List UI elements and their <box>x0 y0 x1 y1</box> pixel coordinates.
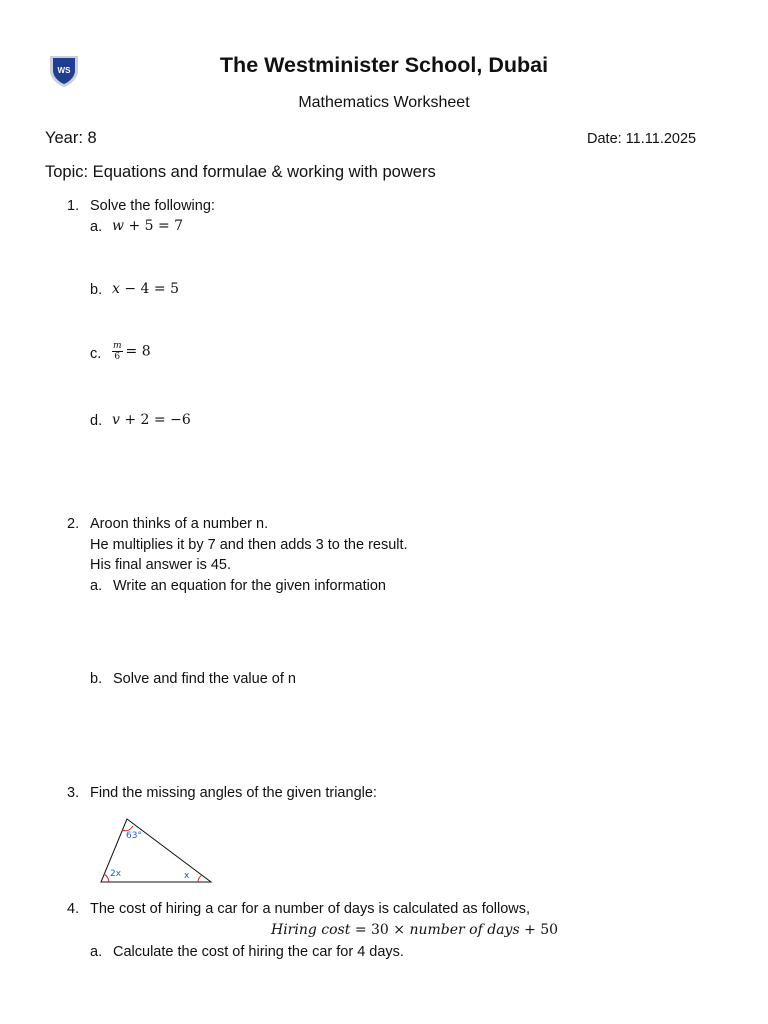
q1a-label: a. <box>90 219 103 235</box>
question-1-number: 1. <box>67 198 80 214</box>
question-1-text: Solve the following: <box>90 198 215 214</box>
q1a-equation: w + 5 = 7 <box>112 218 184 234</box>
question-2-line-2: He multiplies it by 7 and then adds 3 to the result. <box>90 537 408 553</box>
q1b-label: b. <box>90 282 103 298</box>
topic-label: Topic: Equations and formulae & working with powers <box>45 163 436 181</box>
year-label: Year: 8 <box>45 129 97 147</box>
q2b-label: b. <box>90 671 103 687</box>
left-angle-arc <box>104 874 109 882</box>
q2a-text: Write an equation for the given information <box>113 578 386 594</box>
q4a-text: Calculate the cost of hiring the car for 4 days. <box>113 944 404 960</box>
worksheet-subtitle: Mathematics Worksheet <box>298 94 470 111</box>
q1c-label: c. <box>90 346 102 362</box>
right-angle-arc <box>198 875 202 882</box>
q2b-text: Solve and find the value of n <box>113 671 296 687</box>
question-4-number: 4. <box>67 901 80 917</box>
q4-formula: Hiring cost = 30 × number of days + 50 <box>271 922 559 938</box>
question-2-line-3: His final answer is 45. <box>90 557 232 573</box>
question-3-number: 3. <box>67 785 80 801</box>
triangle-diagram <box>96 816 216 886</box>
q2a-label: a. <box>90 578 103 594</box>
question-2-line-1: Aroon thinks of a number n. <box>90 516 269 532</box>
angle-label-left: 2x <box>110 869 122 879</box>
question-3-text: Find the missing angles of the given triangle: <box>90 785 377 801</box>
question-4-text: The cost of hiring a car for a number of days is calculated as follows, <box>90 901 531 917</box>
angle-label-right: x <box>184 871 190 881</box>
q1c-equation: $\frac{m}{6}$ = 8 <box>113 341 151 362</box>
q1d-equation: v + 2 = −6 <box>112 412 191 428</box>
logo-text: WS <box>57 66 71 75</box>
angle-label-top: 63° <box>126 831 142 841</box>
date-label: Date: 11.11.2025 <box>587 131 697 147</box>
q1c-fraction: $\frac{m}{6}$ <box>113 341 122 362</box>
q1b-equation: x − 4 = 5 <box>112 281 179 297</box>
school-title: The Westminister School, Dubai <box>219 53 549 77</box>
q4a-label: a. <box>90 944 103 960</box>
q1d-label: d. <box>90 413 103 429</box>
question-2-number: 2. <box>67 516 80 532</box>
